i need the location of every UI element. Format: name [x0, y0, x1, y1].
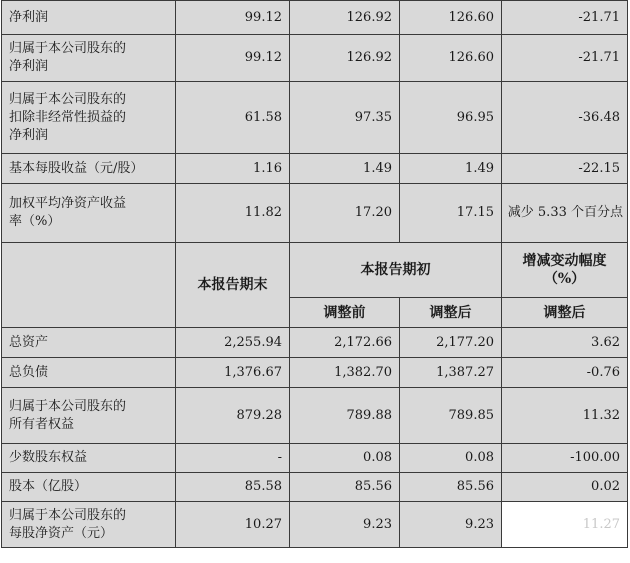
header-before-adjust: 调整前: [290, 298, 400, 328]
row-label: 总资产: [2, 328, 176, 358]
row-label: 归属于本公司股东的 扣除非经常性损益的 净利润: [2, 82, 176, 154]
cell-value: 126.60: [400, 1, 502, 35]
cell-value: 85.56: [400, 473, 502, 502]
row-label: 少数股东权益: [2, 444, 176, 473]
header-blank: [2, 243, 176, 328]
cell-value: 10.27: [176, 502, 290, 548]
cell-value: 11.27: [502, 502, 628, 548]
cell-value: 1.49: [400, 154, 502, 184]
row-label: 净利润: [2, 1, 176, 35]
row-label: 基本每股收益（元/股）: [2, 154, 176, 184]
cell-value: 85.58: [176, 473, 290, 502]
header-period-end: 本报告期末: [176, 243, 290, 328]
cell-value: 2,172.66: [290, 328, 400, 358]
cell-value: 17.15: [400, 184, 502, 243]
cell-value: 1,387.27: [400, 358, 502, 388]
cell-value: 17.20: [290, 184, 400, 243]
cell-value: -100.00: [502, 444, 628, 473]
cell-value: 85.56: [290, 473, 400, 502]
cell-value: 11.82: [176, 184, 290, 243]
cell-value: 99.12: [176, 1, 290, 35]
table-row: [2, 358, 628, 388]
cell-value: -0.76: [502, 358, 628, 388]
cell-value: -36.48: [502, 82, 628, 154]
table-row: [2, 328, 628, 358]
table-row: [2, 35, 628, 82]
table-row: [2, 82, 628, 154]
cell-value: 11.32: [502, 388, 628, 444]
row-label: 归属于本公司股东的 每股净资产（元）: [2, 502, 176, 548]
table-row: [2, 184, 628, 243]
cell-value: 97.35: [290, 82, 400, 154]
cell-value: 0.08: [400, 444, 502, 473]
row-label: 归属于本公司股东的 所有者权益: [2, 388, 176, 444]
cell-value: 789.88: [290, 388, 400, 444]
table-row: [2, 502, 628, 548]
cell-value: 126.92: [290, 1, 400, 35]
cell-value: -21.71: [502, 1, 628, 35]
table-row: [2, 1, 628, 35]
cell-value: 0.02: [502, 473, 628, 502]
cell-value: 61.58: [176, 82, 290, 154]
cell-value: 126.60: [400, 35, 502, 82]
row-label: 加权平均净资产收益 率（%）: [2, 184, 176, 243]
header-change-after-adjust: 调整后: [502, 298, 628, 328]
cell-value: 9.23: [400, 502, 502, 548]
cell-value: 2,177.20: [400, 328, 502, 358]
cell-value: 1.49: [290, 154, 400, 184]
financial-table: [1, 0, 628, 548]
header-change: 增减变动幅度 （%）: [502, 243, 628, 298]
cell-value: 9.23: [290, 502, 400, 548]
cell-value: 99.12: [176, 35, 290, 82]
cell-value: 789.85: [400, 388, 502, 444]
row-label: 归属于本公司股东的 净利润: [2, 35, 176, 82]
row-label: 总负债: [2, 358, 176, 388]
header-period-start: 本报告期初: [290, 243, 502, 298]
cell-value: 1,376.67: [176, 358, 290, 388]
cell-value: 879.28: [176, 388, 290, 444]
cell-value: -21.71: [502, 35, 628, 82]
cell-value: 3.62: [502, 328, 628, 358]
header-row: [2, 243, 628, 298]
table-row: [2, 444, 628, 473]
cell-value: 96.95: [400, 82, 502, 154]
header-after-adjust: 调整后: [400, 298, 502, 328]
cell-value: 减少 5.33 个百分点: [502, 184, 628, 243]
row-label: 股本（亿股）: [2, 473, 176, 502]
cell-value: 1,382.70: [290, 358, 400, 388]
cell-value: 0.08: [290, 444, 400, 473]
cell-value: 2,255.94: [176, 328, 290, 358]
cell-value: 1.16: [176, 154, 290, 184]
table-row: [2, 388, 628, 444]
table-row: [2, 154, 628, 184]
cell-value: 126.92: [290, 35, 400, 82]
cell-value: -: [176, 444, 290, 473]
cell-value: -22.15: [502, 154, 628, 184]
table-row: [2, 473, 628, 502]
